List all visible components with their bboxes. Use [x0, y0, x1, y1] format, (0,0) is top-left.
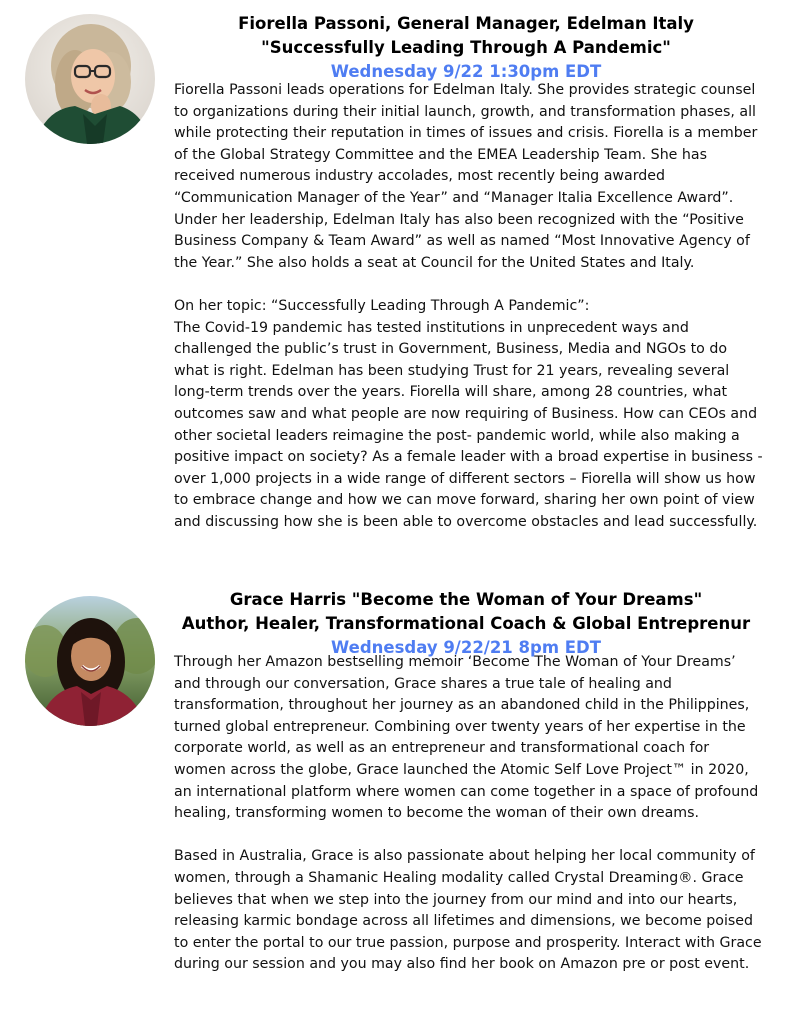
speaker-photo-grace	[25, 596, 155, 726]
bio-paragraph: Fiorella Passoni leads operations for Edelman Italy. She provides strategic counsel to organizations during their initial launch, growth, and transformation phases, all while protecting their reputation in times of issues and crisis. Fiorella is a member of the Global Strategy Committee and the EMEA Leadership Team. She has received numerous industry accolades, most recently being awarded “Communication Manager of the Year” and “Manager Italia Excellence Award”. Under her leadership, Edelman Italy has also been recognized with the “Positive Business Company & Team Award” as well as named “Most Innovative Agency of the Year.” She also holds a seat at Council for the United States and Italy.	[174, 82, 758, 271]
session-date: Wednesday 9/22/21 8pm EDT	[331, 638, 601, 657]
topic-paragraph	[174, 296, 764, 534]
bio-paragraph: Based in Australia, Grace is also passionate about helping her local community of women, through a Shamanic Healing modality called Crystal Dreaming®. Grace believes that when we step into the journey from our mind and into our hearts, releasing karmic bondage across all lifetimes and dimensions, we become poised to enter the portal to our true passion, purpose and prosperity. Interact with Grace during our session and you may also find her book on Amazon pre or post event.	[174, 848, 762, 973]
speaker-heading	[170, 12, 762, 84]
session-date: Wednesday 9/22 1:30pm EDT	[330, 62, 602, 81]
speaker-photo-fiorella	[25, 14, 155, 144]
speaker-heading	[170, 588, 762, 660]
speaker-bio	[174, 80, 764, 533]
speaker-bio	[174, 652, 764, 976]
talk-title: "Successfully Leading Through A Pandemic"	[261, 38, 671, 57]
portrait-avatar-icon	[25, 596, 155, 726]
bio-paragraph: Through her Amazon bestselling memoir ‘Become The Woman of Your Dreams’ and through our conversation, Grace shares a true tale of healing and transformation, throughout her journey as an abandoned child in the Philippines, turned global entrepreneur. Combining over twenty years of her expertise in the corporate world, as well as an entrepreneur and transformational coach for women across the globe, Grace launched the Atomic Self Love Project™ in 2020, an international platform where women can come together in a space of profound healing, transforming women to become the woman of their own dreams.	[174, 654, 759, 822]
topic-intro: On her topic: “Successfully Leading Through A Pandemic”:	[174, 297, 590, 314]
speaker-roles: Author, Healer, Transformational Coach & Global Entreprenur	[181, 614, 751, 633]
portrait-avatar-icon	[25, 14, 155, 144]
speaker-name-title: Fiorella Passoni, General Manager, Edelman Italy	[238, 14, 694, 33]
topic-description: The Covid-19 pandemic has tested institutions in unprecedent ways and challenged the public’s trust in Government, Business, Media and NGOs to do what is right. Edelman has been studying Trust for 21 years, revealing several long-term trends over the years. Fiorella will share, among 28 countries, what outcomes saw and what people are now requiring of Business. How can CEOs and other societal leaders reimagine the post- pandemic world, while also making a positive impact on society? As a female leader with a broad expertise in business - over 1,000 projects in a wide range of different sectors – Fiorella will show us how to embrace change and how we can move forward, sharing her own point of view and discussing how she is been able to overcome obstacles and lead successfully.	[174, 319, 763, 530]
speaker-name-title: Grace Harris "Become the Woman of Your Dreams"	[229, 590, 703, 609]
